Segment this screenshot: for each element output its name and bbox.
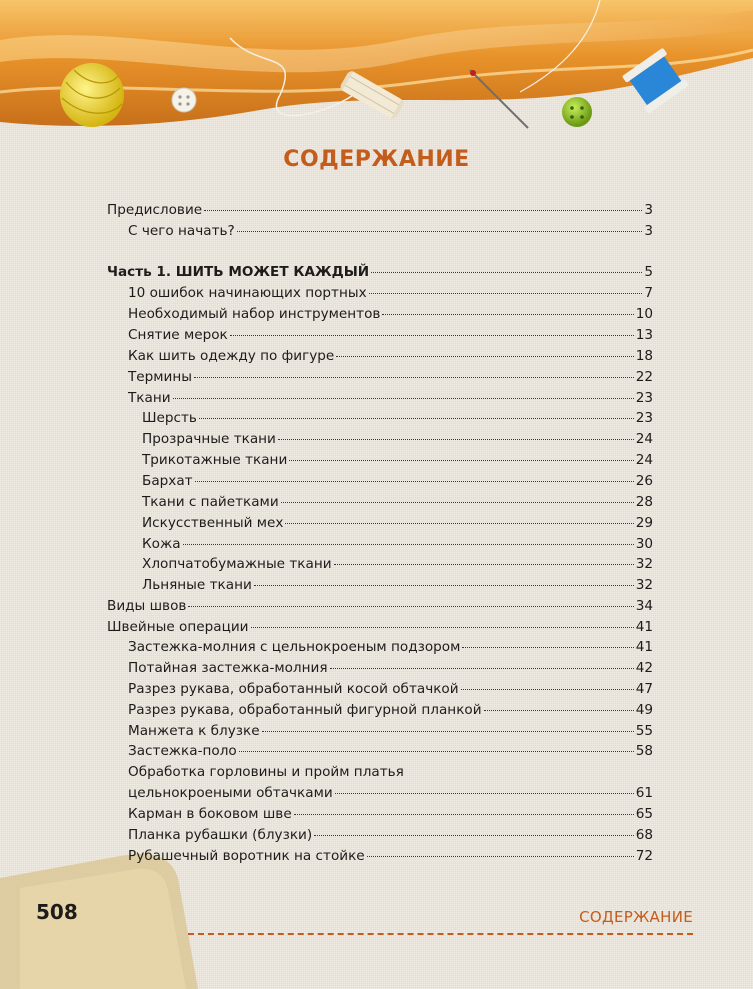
toc-entry[interactable] [128,388,653,409]
entry-page: 32 [635,577,653,593]
entry-page: 49 [635,702,653,718]
entry-page: 18 [635,348,653,364]
dot-leader [285,522,633,524]
toc-entry[interactable] [128,804,653,825]
dot-leader [199,417,634,419]
entry-title: Обработка горловины и пройм платья [128,764,404,780]
entry-page: 3 [644,202,653,218]
toc-entry[interactable] [142,492,653,513]
dot-leader [369,292,643,294]
dot-leader [230,334,634,336]
entry-page: 28 [635,494,653,510]
entry-page: 30 [635,536,653,552]
entry-title: цельнокроеными обтачками [128,785,333,801]
dot-leader [334,563,634,565]
entry-title: 10 ошибок начинающих портных [128,285,367,301]
entry-title: Бархат [142,473,193,489]
toc-entry[interactable] [142,429,653,450]
entry-page: 3 [644,223,653,239]
dot-leader [254,584,634,586]
toc-part-heading[interactable] [107,262,653,283]
entry-title: Застежка-поло [128,743,237,759]
toc-entry[interactable] [142,575,653,596]
entry-title: Застежка-молния с цельнокроеным подзором [128,639,461,655]
entry-page: 58 [635,743,653,759]
toc-entry[interactable] [128,721,653,742]
toc-entry[interactable] [128,700,653,721]
entry-page: 68 [635,827,653,843]
dot-leader [173,397,634,399]
dot-leader [367,855,634,857]
toc-entry[interactable] [128,658,653,679]
dot-leader [294,813,634,815]
entry-title: Разрез рукава, обработанный косой обтачкой [128,681,459,697]
toc-entry[interactable] [128,741,653,762]
dot-leader [335,792,634,794]
entry-page: 10 [635,306,653,322]
entry-page: 24 [635,431,653,447]
entry-page: 72 [635,848,653,864]
entry-page: 34 [635,598,653,614]
entry-title: Потайная застежка-молния [128,660,328,676]
entry-title: Необходимый набор инструментов [128,306,381,322]
entry-title: Снятие мерок [128,327,228,343]
dot-leader [281,501,634,503]
toc-entry[interactable] [107,596,653,617]
dot-leader [237,230,643,232]
dot-leader [239,750,634,752]
toc-entry[interactable] [142,450,653,471]
entry-page: 23 [635,410,653,426]
dot-leader [336,355,633,357]
toc-entry-line [128,762,404,783]
entry-page: 41 [635,639,653,655]
toc-entry[interactable] [107,617,653,638]
entry-title: Рубашечный воротник на стойке [128,848,365,864]
toc-entry[interactable] [128,846,653,867]
toc-entry[interactable] [142,534,653,555]
toc-entry[interactable] [128,221,653,242]
entry-title: Кожа [142,536,181,552]
toc-entry[interactable] [142,513,653,534]
dot-leader [461,688,634,690]
entry-title: Ткани с пайетками [142,494,279,510]
dot-leader [204,209,642,211]
entry-title: Хлопчатобумажные ткани [142,556,332,572]
entry-page: 42 [635,660,653,676]
entry-page: 5 [644,264,653,280]
dot-leader [194,376,634,378]
entry-title: Искусственный мех [142,515,284,531]
entry-title: Часть 1. ШИТЬ МОЖЕТ КАЖДЫЙ [107,264,370,280]
entry-title: Манжета к блузке [128,723,260,739]
dot-leader [251,626,634,628]
dot-leader [278,438,634,440]
entry-title: Ткани [128,390,171,406]
entry-page: 32 [635,556,653,572]
dot-leader [484,709,634,711]
page-title: СОДЕРЖАНИЕ [283,147,470,172]
entry-page: 29 [635,515,653,531]
dot-leader [183,543,634,545]
dot-leader [462,646,633,648]
running-footer-label: СОДЕРЖАНИЕ [579,908,693,926]
entry-title: Трикотажные ткани [142,452,288,468]
entry-title: Виды швов [107,598,187,614]
entry-title: Прозрачные ткани [142,431,276,447]
toc-entry[interactable] [142,408,653,429]
entry-page: 24 [635,452,653,468]
dot-leader [371,271,642,273]
entry-page: 7 [644,285,653,301]
toc-entry[interactable] [128,325,653,346]
entry-page: 55 [635,723,653,739]
entry-page: 41 [635,619,653,635]
footer-dashed-rule [188,933,693,935]
dot-leader [195,480,634,482]
page-number: 508 [36,900,78,924]
entry-title: С чего начать? [128,223,235,239]
entry-title: Термины [128,369,193,385]
entry-page: 23 [635,390,653,406]
toc-entry[interactable] [142,554,653,575]
dot-leader [262,730,634,732]
dot-leader [314,834,634,836]
entry-title: Предисловие [107,202,203,218]
entry-title: Разрез рукава, обработанный фигурной планкой [128,702,482,718]
toc-entry[interactable] [128,679,653,700]
entry-page: 13 [635,327,653,343]
dot-leader [330,667,634,669]
toc-entry[interactable] [128,637,653,658]
toc-entry[interactable] [128,825,653,846]
entry-page: 47 [635,681,653,697]
entry-page: 22 [635,369,653,385]
entry-title: Шерсть [142,410,197,426]
entry-title: Карман в боковом шве [128,806,292,822]
entry-title: Как шить одежду по фигуре [128,348,335,364]
toc-entry[interactable] [107,200,653,221]
toc-entry[interactable] [128,367,653,388]
entry-page: 65 [635,806,653,822]
entry-title: Швейные операции [107,619,249,635]
toc-entry[interactable] [128,346,653,367]
toc-entry[interactable] [142,471,653,492]
dot-leader [382,313,633,315]
entry-title: Планка рубашки (блузки) [128,827,313,843]
dot-leader [188,605,633,607]
entry-page: 26 [635,473,653,489]
toc-entry[interactable] [128,304,653,325]
toc-entry[interactable] [128,283,653,304]
toc-entry[interactable] [128,783,653,804]
dot-leader [289,459,633,461]
entry-title: Льняные ткани [142,577,252,593]
entry-page: 61 [635,785,653,801]
